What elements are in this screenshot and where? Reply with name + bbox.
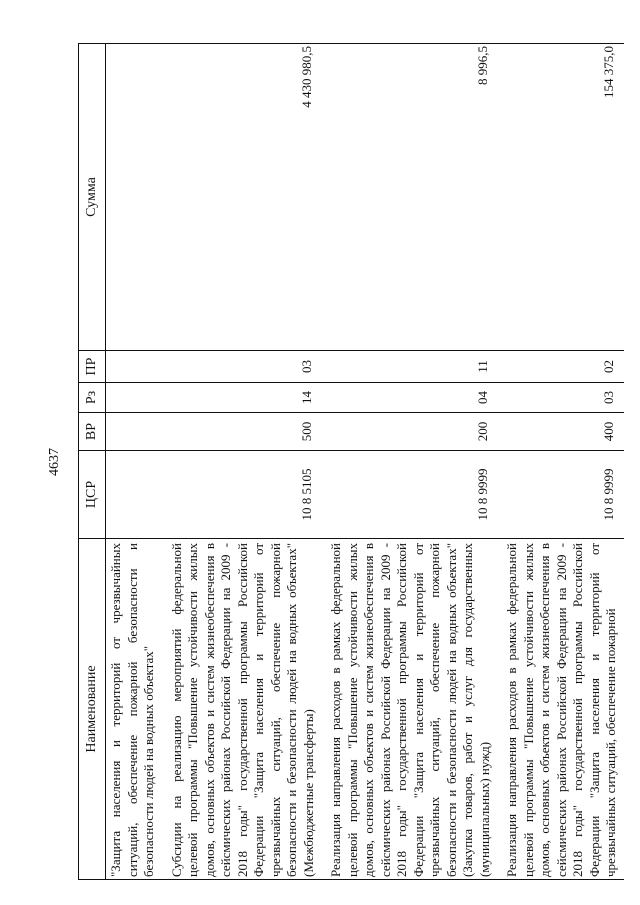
row-sum: 4 430 980,5 xyxy=(169,44,322,351)
row-rz: 14 xyxy=(169,383,322,413)
column-header-pr: ПР xyxy=(79,351,106,383)
row-pr: 03 xyxy=(169,351,322,383)
table-row-spacer xyxy=(321,44,328,880)
row-pr: 11 xyxy=(328,351,497,383)
budget-table xyxy=(78,43,624,880)
row-vr: 400 xyxy=(504,413,624,451)
column-header-vr: ВР xyxy=(79,413,106,451)
row-pr: 02 xyxy=(504,351,624,383)
row-rz xyxy=(106,383,162,413)
column-header-sum: Сумма xyxy=(79,44,106,351)
column-header-name: Наименование xyxy=(79,539,106,880)
row-sum xyxy=(106,44,162,351)
row-name: "Защита населения и территорий от чрезвычайных ситуаций, обеспечение пожарной безопасности и безопасности людей на водных объектах" xyxy=(106,539,162,880)
page-number: 4637 xyxy=(47,448,62,476)
table-row xyxy=(106,44,162,880)
row-sum: 8 996,5 xyxy=(328,44,497,351)
table-row xyxy=(504,44,624,880)
row-sum: 154 375,0 xyxy=(504,44,624,351)
row-csr: 10 8 5105 xyxy=(169,451,322,539)
table-row-spacer xyxy=(162,44,169,880)
row-csr: 10 8 9999 xyxy=(504,451,624,539)
row-pr xyxy=(106,351,162,383)
table-row xyxy=(328,44,497,880)
row-csr xyxy=(106,451,162,539)
row-name: Субсидии на реализацию мероприятий федеральной целевой программы "Повышение устойчивости жилых домов, основных объектов и систем жизнеобеспечения в сейсмических районах Российской Федерации на 2009 - 2018 годы" государственной программы Российской Федерации "Защита населения и территорий от чрезвычайных ситуаций, обеспечение пожарной безопасности и безопасности людей на водных объектах" (Межбюджетные трансферты) xyxy=(169,539,322,880)
row-name: Реализация направления расходов в рамках федеральной целевой программы "Повышение устойчивости жилых домов, основных объектов и систем жизнеобеспечения в сейсмических районах Российской Федерации на 2009 - 2018 годы" государственной программы Российской Федерации "Защита населения и территорий от чрезвычайных ситуаций, обеспечение пожарной безопасности и безопасности людей на водных объектах" (Закупка товаров, работ и услуг для государственных (муниципальных) нужд) xyxy=(328,539,497,880)
table-row-spacer xyxy=(497,44,504,880)
row-rz: 04 xyxy=(328,383,497,413)
budget-table-page xyxy=(78,44,618,880)
row-vr: 200 xyxy=(328,413,497,451)
column-header-rz: Рз xyxy=(79,383,106,413)
row-vr xyxy=(106,413,162,451)
table-header-row xyxy=(79,44,106,880)
row-vr: 500 xyxy=(169,413,322,451)
row-rz: 03 xyxy=(504,383,624,413)
table-row xyxy=(169,44,322,880)
row-name: Реализация направления расходов в рамках федеральной целевой программы "Повышение устойчивости жилых домов, основных объектов и систем жизнеобеспечения в сейсмических районах Российской Федерации на 2009 - 2018 годы" государственной программы Российской Федерации "Защита населения и территорий от чрезвычайных ситуаций, обеспечение пожарной xyxy=(504,539,624,880)
column-header-csr: ЦСР xyxy=(79,451,106,539)
row-csr: 10 8 9999 xyxy=(328,451,497,539)
